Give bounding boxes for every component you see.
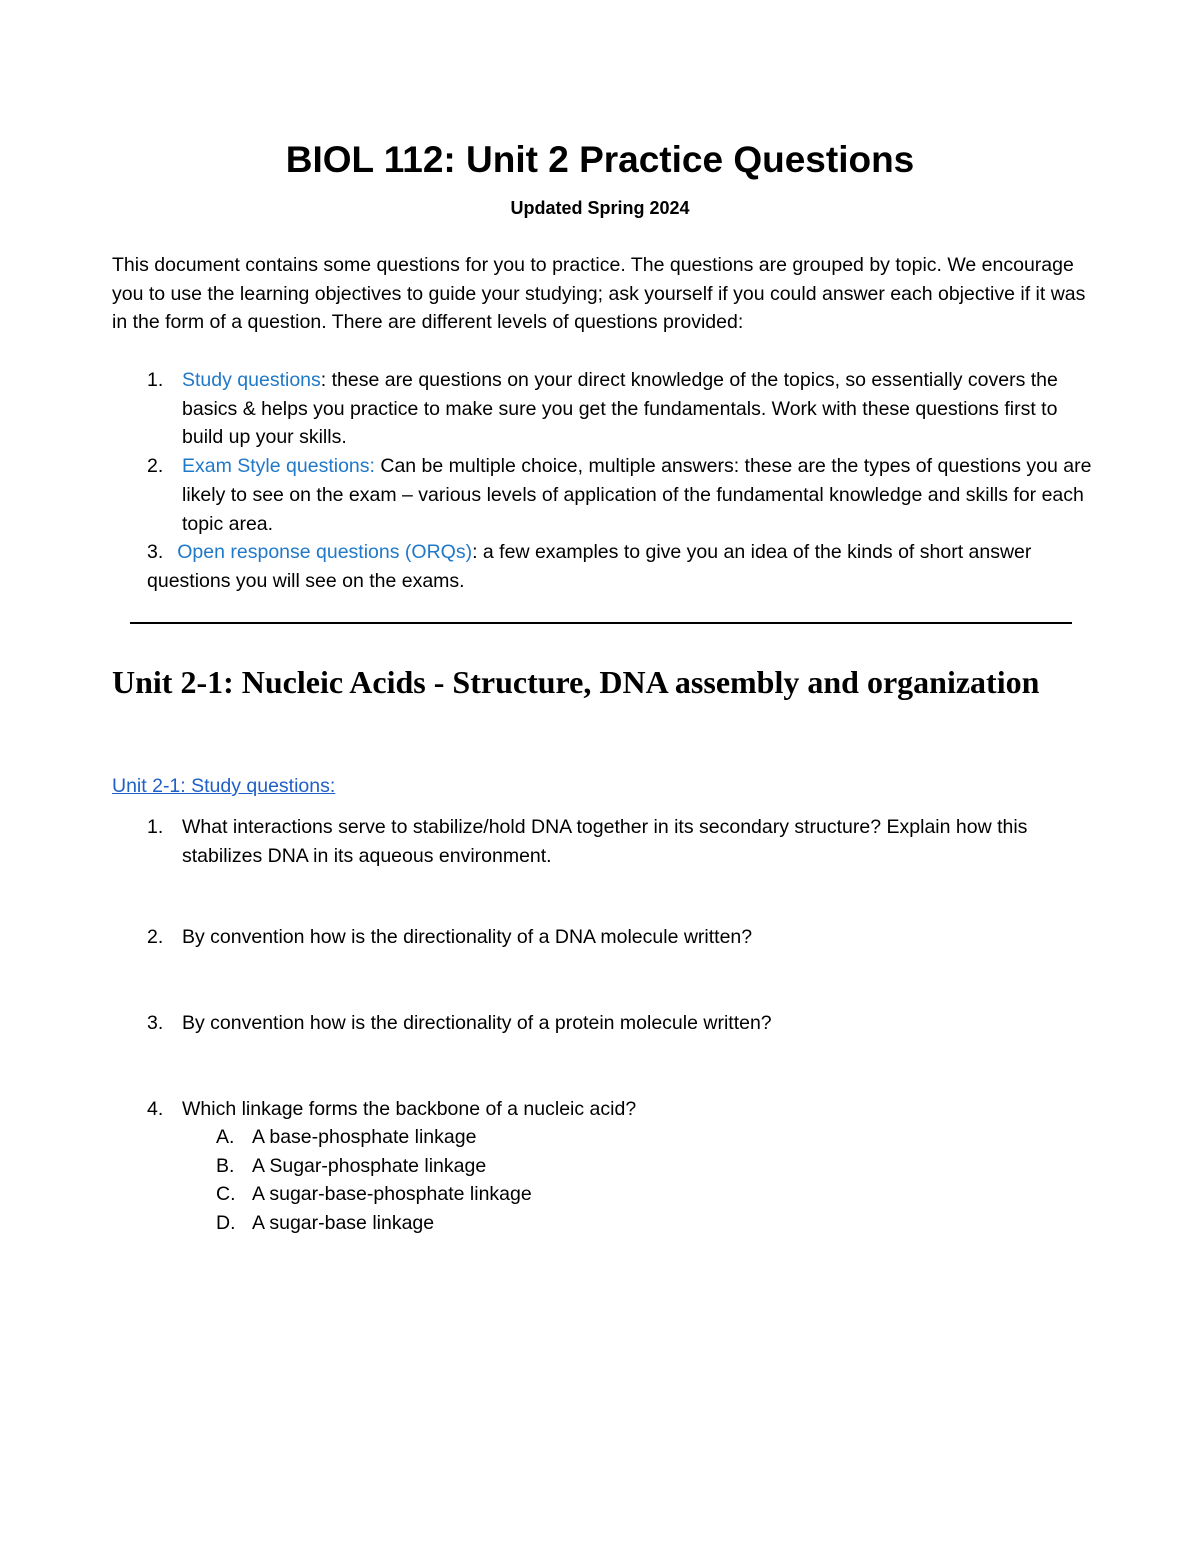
question-text: What interactions serve to stabilize/hold DNA together in its secondary structure? Explain how this stabilizes DNA in its aqueous environment. — [182, 816, 1028, 867]
level-name: Open response questions (ORQs) — [177, 541, 473, 564]
level-description: Can be multiple choice, multiple answers: these are the types of questions you are likely to see on the exam – various levels of application of the fundamental knowledge and skills for each topic area. — [182, 455, 1092, 535]
option-letter: A. — [216, 1126, 235, 1148]
option-letter: B. — [216, 1154, 235, 1177]
question-number: 2. — [147, 926, 164, 948]
question-number: 3. — [147, 1012, 164, 1034]
list-item — [112, 366, 1092, 452]
option-letter: C. — [216, 1183, 236, 1206]
list-item — [112, 452, 1092, 538]
question-text: By convention how is the directionality of a protein molecule written? — [182, 1012, 772, 1034]
question-text: Which linkage forms the backbone of a nucleic acid? — [182, 1098, 637, 1120]
answer-option-c — [112, 1180, 532, 1209]
list-item — [112, 538, 1092, 595]
option-letter: D. — [216, 1212, 236, 1235]
option-text: A base-phosphate linkage — [252, 1126, 477, 1148]
list-number: 2. — [147, 455, 164, 478]
section-heading: Unit 2-1: Nucleic Acids - Structure, DNA assembly and organization — [112, 664, 1040, 700]
question-item — [112, 1009, 1102, 1038]
question-item — [112, 923, 1102, 952]
list-number: 1. — [147, 369, 164, 391]
subsection-heading-link[interactable]: Unit 2-1: Study questions: — [112, 775, 336, 797]
list-number: 3. — [147, 541, 164, 564]
question-item — [112, 813, 1102, 870]
horizontal-divider — [130, 622, 1072, 624]
level-name: Exam Style questions: — [182, 455, 375, 478]
answer-option-a — [112, 1123, 532, 1152]
page-subtitle: Updated Spring 2024 — [510, 198, 690, 218]
intro-paragraph: This document contains some questions for you to practice. The questions are grouped by topic. We encourage you to use the learning objectives to guide your studying; ask yourself if you could answer each objective if it was in the form of a question. There are different levels of questions provided: — [112, 254, 1086, 334]
level-name: Study questions — [182, 369, 321, 391]
option-text: A sugar-base linkage — [252, 1212, 435, 1235]
question-item — [112, 1095, 1102, 1124]
option-text: A Sugar-phosphate linkage — [252, 1154, 487, 1177]
answer-option-b — [112, 1152, 532, 1181]
page-title: BIOL 112: Unit 2 Practice Questions — [285, 139, 915, 180]
level-description: : these are questions on your direct knowledge of the topics, so essentially covers the basics & helps you practice to make sure you get the fundamentals. Work with these questions first to build up your skills. — [182, 369, 1058, 449]
answer-option-d — [112, 1209, 532, 1238]
question-levels-list — [112, 366, 1092, 596]
question-number: 4. — [147, 1098, 164, 1120]
question-text: By convention how is the directionality of a DNA molecule written? — [182, 926, 753, 948]
question-number: 1. — [147, 816, 164, 838]
answer-options-list — [112, 1123, 532, 1238]
level-description: : a few examples to give you an idea of the kinds of short answer questions you will see on the exams. — [147, 541, 1032, 592]
option-text: A sugar-base-phosphate linkage — [252, 1183, 532, 1206]
